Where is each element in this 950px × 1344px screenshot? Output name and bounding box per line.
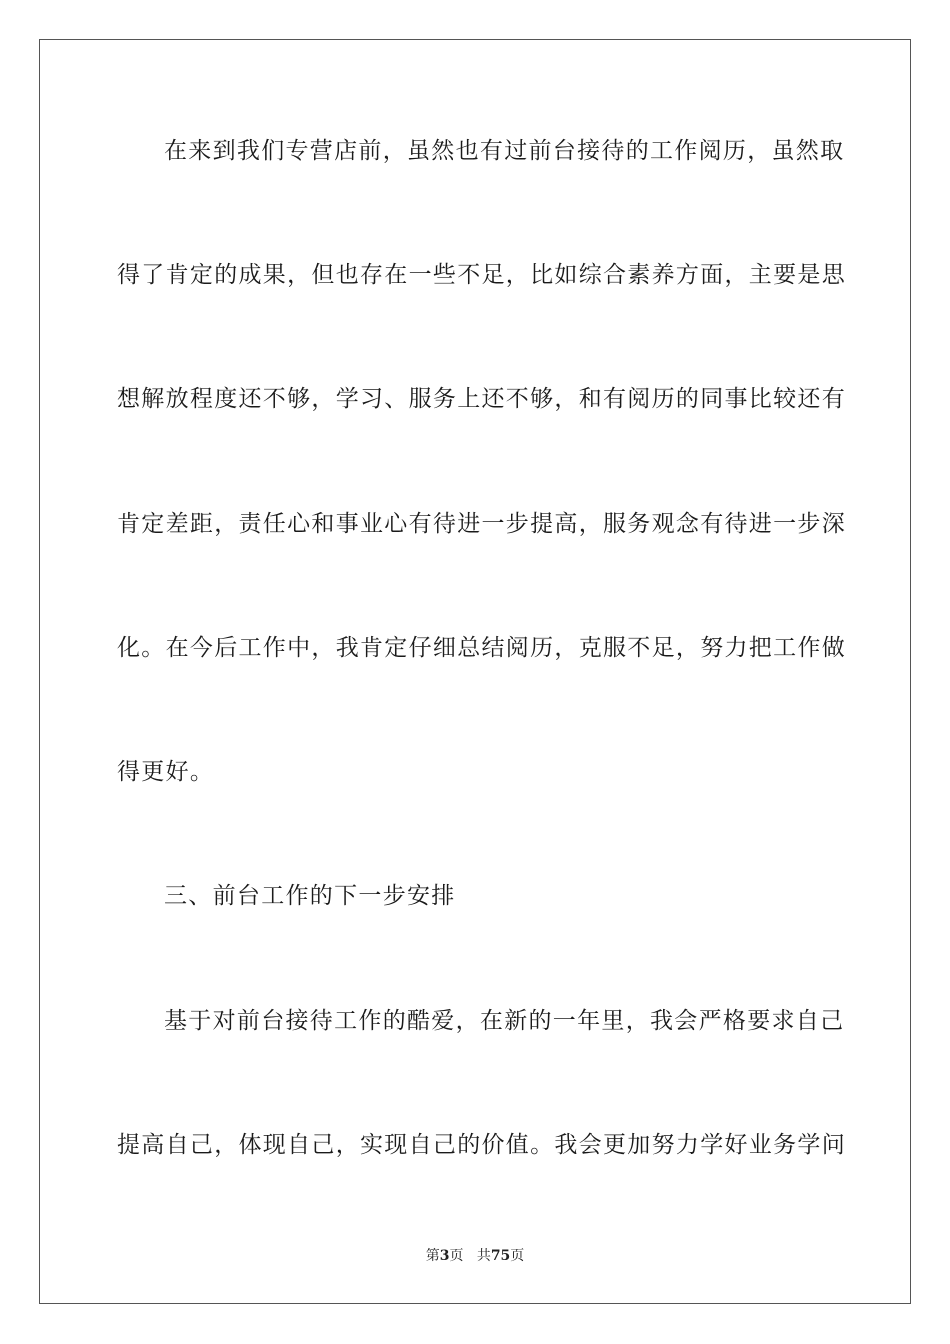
total-page-count: 75: [490, 1248, 511, 1264]
footer-total-suffix: 页: [510, 1248, 525, 1264]
current-page-number: 3: [439, 1248, 450, 1264]
paragraph-line-4: 肯定差距，责任心和事业心有待进一步提高，服务观念有待进一步深: [117, 511, 846, 537]
page-frame: [39, 39, 911, 1304]
paragraph-line-2: 得了肯定的成果，但也存在一些不足，比如综合素养方面，主要是思: [117, 262, 846, 288]
section-heading: 三、前台工作的下一步安排: [164, 883, 456, 909]
paragraph-line-8: 提高自己，体现自己，实现自己的价值。我会更加努力学好业务学问: [117, 1132, 846, 1158]
paragraph-line-6: 得更好。: [117, 759, 215, 785]
paragraph-line-1: 在来到我们专营店前，虽然也有过前台接待的工作阅历，虽然取: [164, 138, 845, 164]
paragraph-line-7: 基于对前台接待工作的酷爱，在新的一年里，我会严格要求自己: [164, 1008, 845, 1034]
page-number-footer: [0, 1247, 950, 1265]
footer-prefix: 第: [425, 1248, 440, 1264]
paragraph-line-5: 化。在今后工作中，我肯定仔细总结阅历，克服不足，努力把工作做: [117, 635, 846, 661]
footer-total-prefix: 共: [476, 1248, 491, 1264]
footer-page-suffix: 页: [449, 1248, 464, 1264]
paragraph-line-3: 想解放程度还不够，学习、服务上还不够，和有阅历的同事比较还有: [117, 386, 846, 412]
